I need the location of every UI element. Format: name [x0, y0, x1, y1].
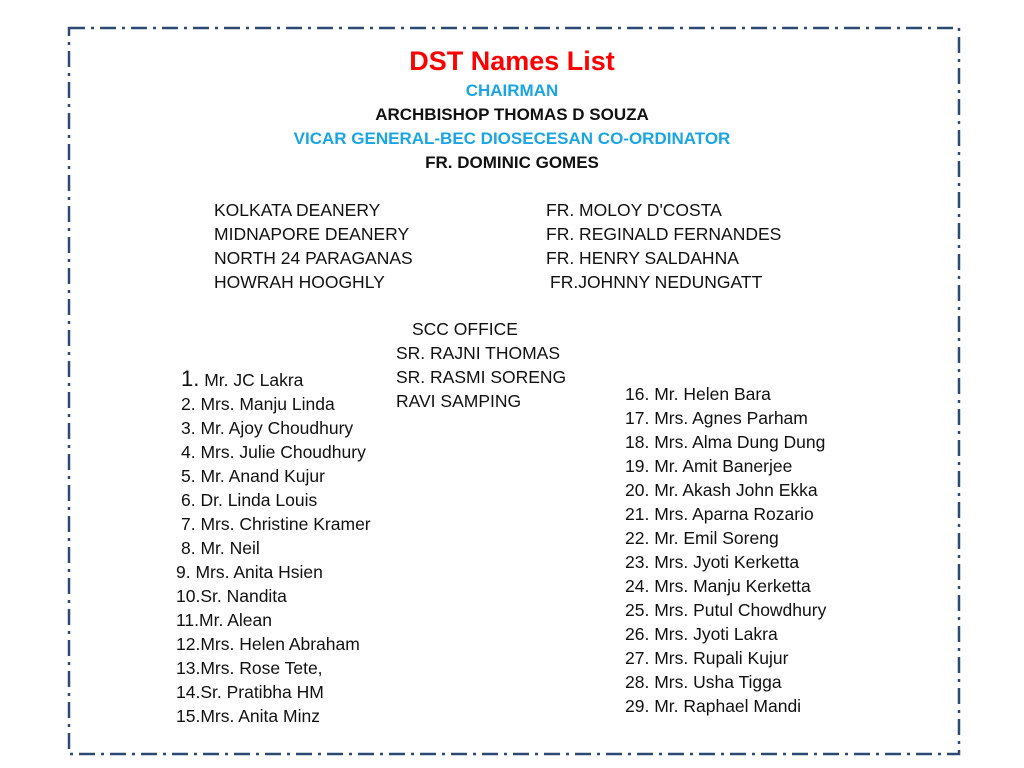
item-number: 15. [176, 706, 201, 726]
item-name: Mrs. Julie Choudhury [195, 442, 366, 462]
deanery-name: MIDNAPORE DEANERY [214, 224, 410, 244]
item-number: 28. [625, 672, 650, 692]
item-name: Mr. Emil Soreng [649, 528, 779, 548]
item-name: Mr. JC Lakra [199, 370, 304, 390]
list-item [176, 392, 371, 416]
item-name: Mr. Akash John Ekka [649, 480, 818, 500]
page-title: DST Names List [409, 46, 615, 76]
item-number: 18. [625, 432, 650, 452]
item-number: 1. [181, 366, 200, 391]
list-item [176, 584, 371, 608]
item-number: 19. [625, 456, 650, 476]
scc-member: SR. RAJNI THOMAS [396, 343, 561, 363]
item-number: 12. [176, 634, 201, 654]
item-name: Mrs. Jyoti Kerketta [649, 552, 800, 572]
item-name: Mrs. Alma Dung Dung [649, 432, 826, 452]
item-number: 26. [625, 624, 650, 644]
list-item [625, 454, 826, 478]
item-number: 4. [181, 442, 196, 462]
item-name: Mr. Neil [195, 538, 260, 558]
list-item [176, 656, 371, 680]
item-number: 24. [625, 576, 650, 596]
item-name: Mrs. Anita Minz [200, 706, 320, 726]
list-item [176, 464, 371, 488]
item-name: Mrs. Jyoti Lakra [649, 624, 778, 644]
item-name: Mrs. Rose Tete, [200, 658, 323, 678]
deanery-priest: FR.JOHNNY NEDUNGATT [550, 272, 763, 292]
list-item [625, 406, 826, 430]
scc-office-label: SCC OFFICE [412, 319, 518, 339]
list-item [176, 440, 371, 464]
deanery-priest-list [546, 198, 781, 294]
list-item [176, 608, 371, 632]
list-item [625, 646, 826, 670]
deanery-priest: FR. REGINALD FERNANDES [546, 224, 782, 244]
list-item [625, 382, 826, 406]
list-item [625, 670, 826, 694]
list-item [625, 478, 826, 502]
list-item [625, 430, 826, 454]
deanery-list [214, 198, 413, 294]
list-item [176, 680, 371, 704]
vicar-label: VICAR GENERAL-BEC DIOSECESAN CO-ORDINATOR [293, 129, 731, 148]
scc-office [396, 317, 566, 413]
item-name: Mrs. Agnes Parham [649, 408, 808, 428]
list-item [176, 560, 371, 584]
item-number: 10. [176, 586, 201, 606]
item-name: Mr. Raphael Mandi [649, 696, 802, 716]
item-name: Mr. Amit Banerjee [649, 456, 793, 476]
item-number: 2. [181, 394, 196, 414]
item-number: 8. [181, 538, 196, 558]
item-number: 23. [625, 552, 650, 572]
list-item [625, 502, 826, 526]
list-item [625, 598, 826, 622]
list-item [625, 550, 826, 574]
item-name: Sr. Nandita [200, 586, 287, 606]
list-item [176, 632, 371, 656]
list-item [625, 574, 826, 598]
item-name: Mr. Alean [199, 610, 272, 630]
item-name: Mrs. Anita Hsien [190, 562, 323, 582]
item-number: 14. [176, 682, 201, 702]
list-item [176, 416, 371, 440]
list-item [625, 622, 826, 646]
list-item [176, 367, 371, 392]
item-name: Mr. Helen Bara [649, 384, 771, 404]
list-item [176, 488, 371, 512]
members-left [176, 367, 371, 728]
item-name: Mrs. Helen Abraham [200, 634, 360, 654]
item-number: 5. [181, 466, 196, 486]
item-number: 17. [625, 408, 650, 428]
deanery-priest: FR. HENRY SALDAHNA [546, 248, 739, 268]
item-number: 20. [625, 480, 650, 500]
item-name: Dr. Linda Louis [195, 490, 318, 510]
item-number: 13. [176, 658, 201, 678]
list-item [176, 704, 371, 728]
item-name: Mrs. Christine Kramer [195, 514, 371, 534]
item-number: 27. [625, 648, 650, 668]
list-item [176, 512, 371, 536]
item-name: Mrs. Manju Kerketta [649, 576, 811, 596]
list-item [625, 526, 826, 550]
item-number: 11. [176, 610, 200, 630]
scc-member: RAVI SAMPING [396, 391, 522, 411]
item-name: Mrs. Usha Tigga [649, 672, 782, 692]
item-name: Mrs. Putul Chowdhury [649, 600, 827, 620]
item-name: Mr. Anand Kujur [195, 466, 325, 486]
scc-member: SR. RASMI SORENG [396, 367, 567, 387]
vicar-name: FR. DOMINIC GOMES [425, 153, 599, 172]
list-item [176, 536, 371, 560]
item-number: 16. [625, 384, 650, 404]
deanery-name: KOLKATA DEANERY [214, 200, 381, 220]
chairman-name: ARCHBISHOP THOMAS D SOUZA [375, 105, 649, 124]
item-number: 9. [176, 562, 191, 582]
deanery-name: NORTH 24 PARAGANAS [214, 248, 413, 268]
members-right [625, 382, 826, 718]
item-name: Mrs. Manju Linda [195, 394, 335, 414]
item-number: 7. [181, 514, 196, 534]
item-number: 3. [181, 418, 196, 438]
item-name: Sr. Pratibha HM [200, 682, 324, 702]
item-number: 25. [625, 600, 650, 620]
list-item [625, 694, 826, 718]
item-number: 22. [625, 528, 650, 548]
item-number: 6. [181, 490, 196, 510]
deanery-priest: FR. MOLOY D'COSTA [546, 200, 722, 220]
item-number: 21. [625, 504, 650, 524]
deanery-name: HOWRAH HOOGHLY [214, 272, 385, 292]
chairman-label: CHAIRMAN [465, 81, 559, 100]
item-number: 29. [625, 696, 650, 716]
item-name: Mrs. Aparna Rozario [649, 504, 814, 524]
item-name: Mrs. Rupali Kujur [649, 648, 789, 668]
item-name: Mr. Ajoy Choudhury [195, 418, 354, 438]
